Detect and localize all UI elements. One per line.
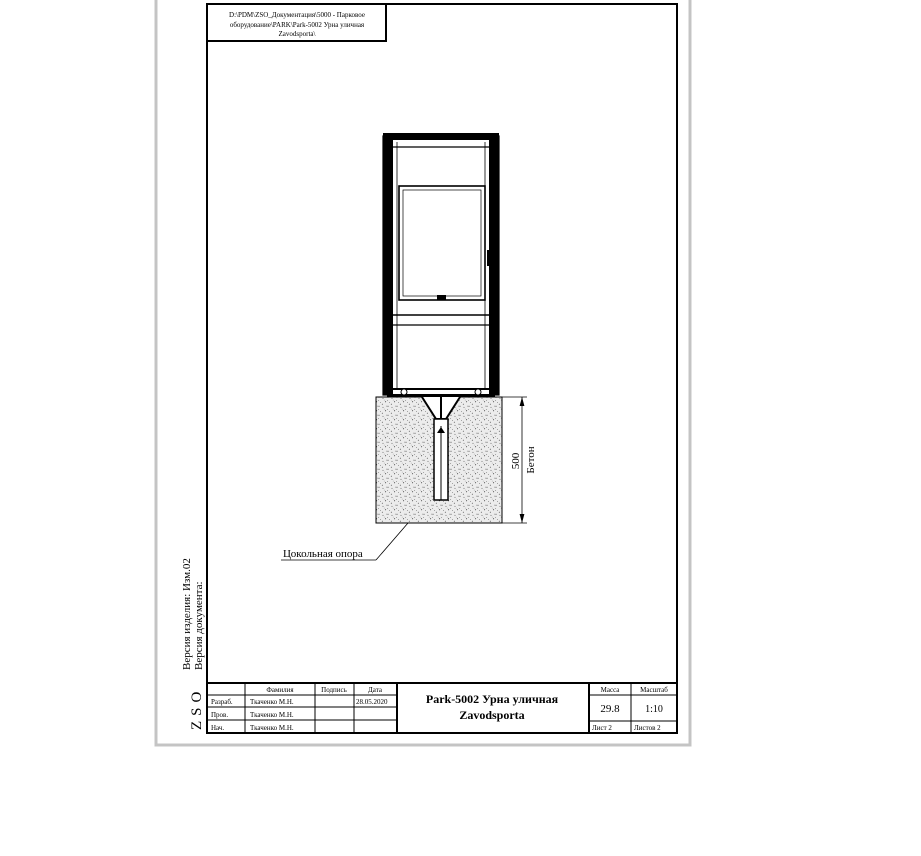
header-date: Дата: [368, 686, 382, 694]
file-path-line-3: Zavodsporta\: [278, 30, 316, 38]
header-signature: Подпись: [321, 686, 347, 694]
row-date: 28.05.2020: [356, 698, 388, 706]
material-label: Бетон: [525, 446, 537, 474]
row-role: Разраб.: [211, 698, 233, 706]
file-path-line-2: оборудование\PARK\Park-5002 Урна уличная: [229, 21, 365, 29]
file-path-line-1: D:\PDM\ZSO_Документация\5000 - Парковое: [229, 11, 365, 19]
zso-logo: ZSO: [189, 686, 205, 730]
sheet-number: Лист 2: [592, 724, 612, 732]
document-version: Версия документа:: [193, 581, 205, 670]
bin-drawing: [376, 133, 502, 523]
header-surname: Фамилия: [266, 686, 294, 694]
drawing-title-line-1: Park-5002 Урна уличная: [425, 692, 559, 706]
drawing-title-line-2: Zavodsporta: [459, 708, 525, 722]
row-role: Пров.: [211, 711, 229, 719]
row-name: Ткаченко М.Н.: [250, 724, 294, 732]
scale-label: Масштаб: [640, 686, 668, 694]
title-block: [207, 683, 677, 733]
row-name: Ткаченко М.Н.: [250, 698, 294, 706]
callout-label: Цокольная опора: [283, 548, 363, 560]
scale-value: 1:10: [645, 704, 663, 715]
row-name: Ткаченко М.Н.: [250, 711, 294, 719]
row-role: Нач.: [211, 724, 225, 732]
sheet-count: Листов 2: [634, 724, 661, 732]
mass-label: Масса: [600, 686, 620, 694]
product-version: Версия изделия: Изм.02: [181, 558, 193, 670]
dimension-value: 500: [510, 452, 522, 470]
mass-value: 29.8: [600, 703, 620, 715]
